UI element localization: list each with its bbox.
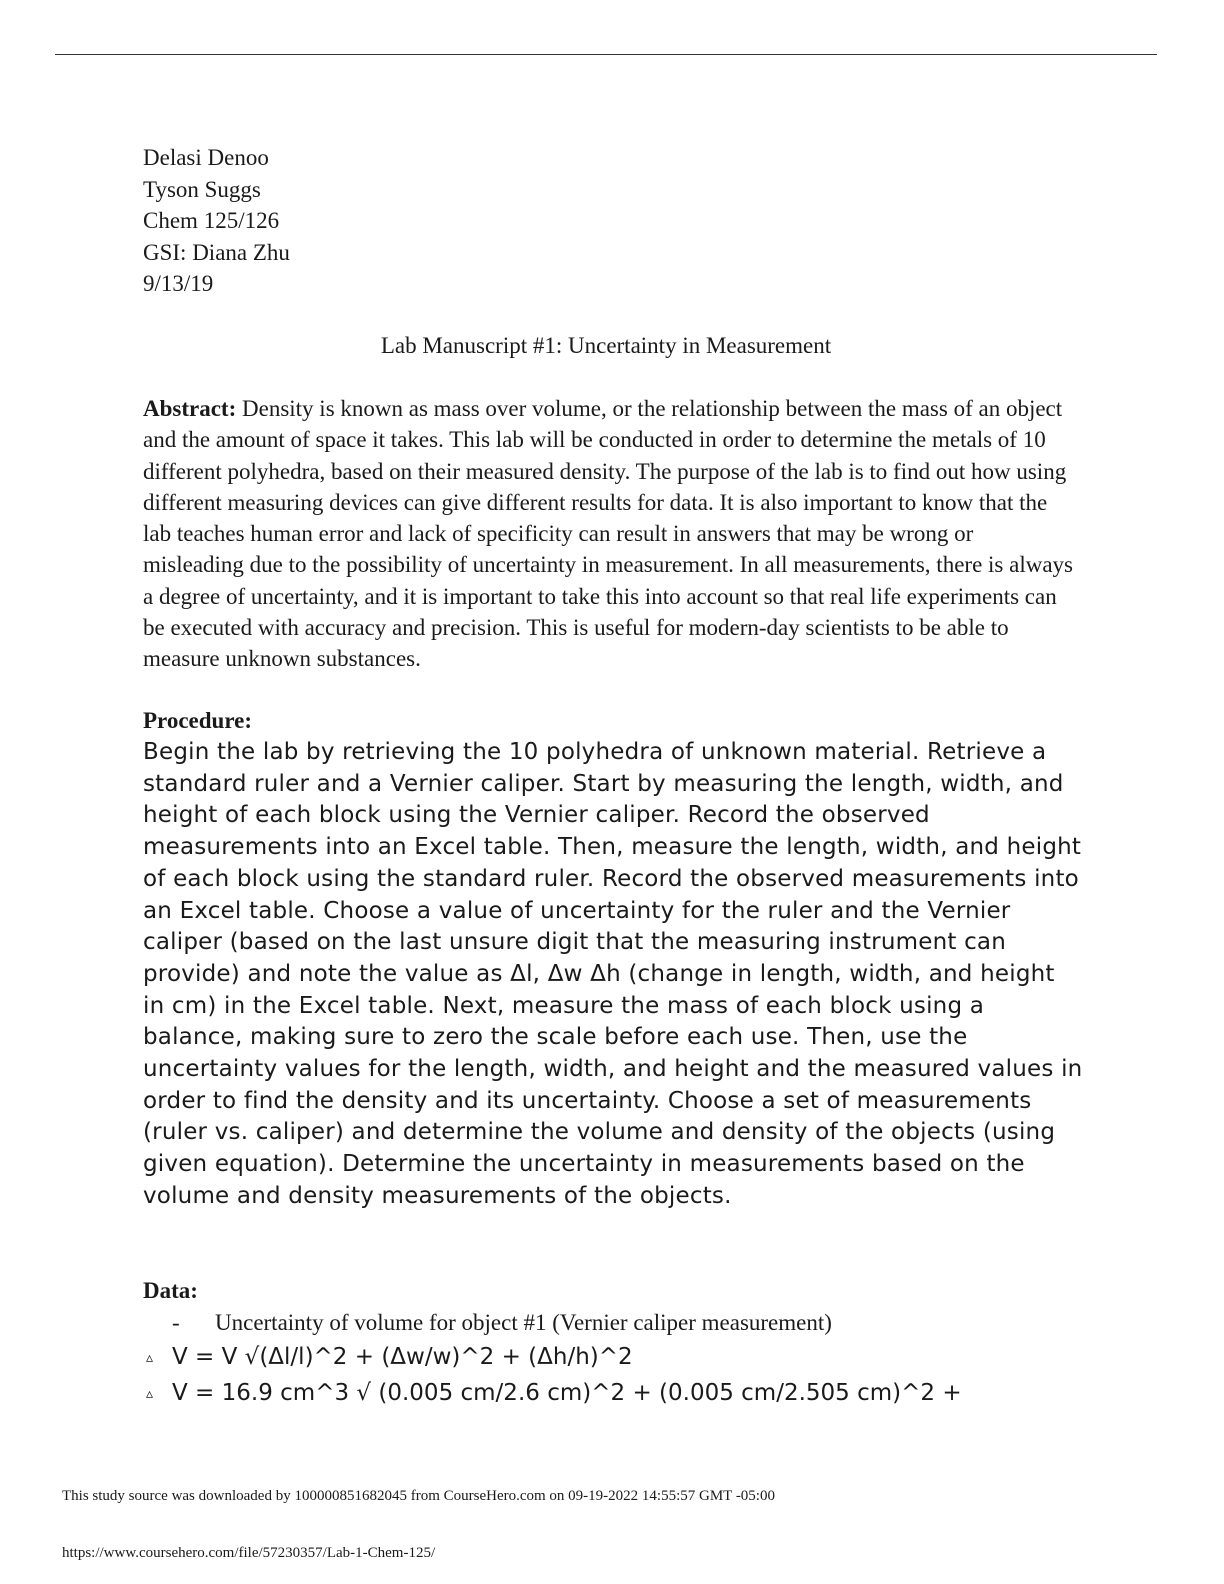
author-name: Tyson Suggs — [143, 176, 261, 202]
author-name: Delasi Denoo — [143, 145, 269, 170]
abstract-paragraph — [143, 393, 1073, 675]
download-source-note: This study source was downloaded by 100000851682045 from CourseHero.com on 09-19-2022 14:55:57 GMT -05:00 — [62, 1488, 775, 1504]
equation-text: V = V √(Δl/l)^2 + (Δw/w)^2 + (Δh/h)^2 — [172, 1344, 633, 1370]
list-bullet-dash: - — [172, 1310, 180, 1335]
abstract-text: Density is known as mass over volume, or the relationship between the mass of an object and the amount of space it takes. This lab will be conducted in order to determine the metals of 10 different polyhedra, based on their measured density. The purpose of the lab is to find out how using different measuring devices can give different results for data. It is also important to know that the lab teaches human error and lack of specificity can result in answers that may be wrong or misleading due to the possibility of uncertainty in measurement. In all measurements, there is always a degree of uncertainty, and it is important to take this into account so that real life experiments can be executed with accuracy and precision. This is useful for modern-day scientists to be able to measure unknown substances. — [143, 396, 1073, 672]
delta-triangle-icon: ▵ — [146, 1350, 154, 1366]
course-name: Chem 125/126 — [143, 208, 280, 233]
data-list-item — [172, 1308, 832, 1338]
delta-triangle-icon: ▵ — [146, 1386, 154, 1402]
document-date: 9/13/19 — [143, 271, 214, 296]
data-item-text: Uncertainty of volume for object #1 (Vernier caliper measurement) — [215, 1310, 832, 1335]
procedure-paragraph: Begin the lab by retrieving the 10 polyhedra of unknown material. Retrieve a standard ruler and a Vernier caliper. Start by measuring the length, width, and height of each block using the Vernier caliper. Record the observed measurements into an Excel table. Then, measure the length, width, and height of each block using the standard ruler. Record the observed measurements into an Excel table. Choose a value of uncertainty for the ruler and the Vernier caliper (based on the last unsure digit that the measuring instrument can provide) and note the value as Δl, Δw Δh (change in length, width, and height in cm) in the Excel table. Next, measure the mass of each block using a balance, making sure to zero the scale before each use. Then, use the uncertainty values for the length, width, and height and the measured values in order to find the density and its uncertainty. Choose a set of measurements (ruler vs. caliper) and determine the volume and density of the objects (using given equation). Determine the uncertainty in measurements based on the volume and density measurements of the objects. — [143, 739, 1083, 1209]
document-header — [143, 142, 290, 300]
equation-text: V = 16.9 cm^3 √ (0.005 cm/2.6 cm)^2 + (0.005 cm/2.505 cm)^2 + — [172, 1380, 962, 1406]
procedure-heading: Procedure: — [143, 708, 253, 733]
source-url: https://www.coursehero.com/file/57230357/Lab-1-Chem-125/ — [62, 1545, 436, 1561]
document-title: Lab Manuscript #1: Uncertainty in Measurement — [380, 333, 832, 358]
abstract-label: Abstract: — [143, 396, 237, 421]
top-horizontal-rule — [55, 54, 1157, 55]
equation-line — [146, 1342, 633, 1373]
data-heading: Data: — [143, 1278, 198, 1303]
gsi-name: GSI: Diana Zhu — [143, 239, 290, 265]
equation-line — [146, 1378, 962, 1409]
